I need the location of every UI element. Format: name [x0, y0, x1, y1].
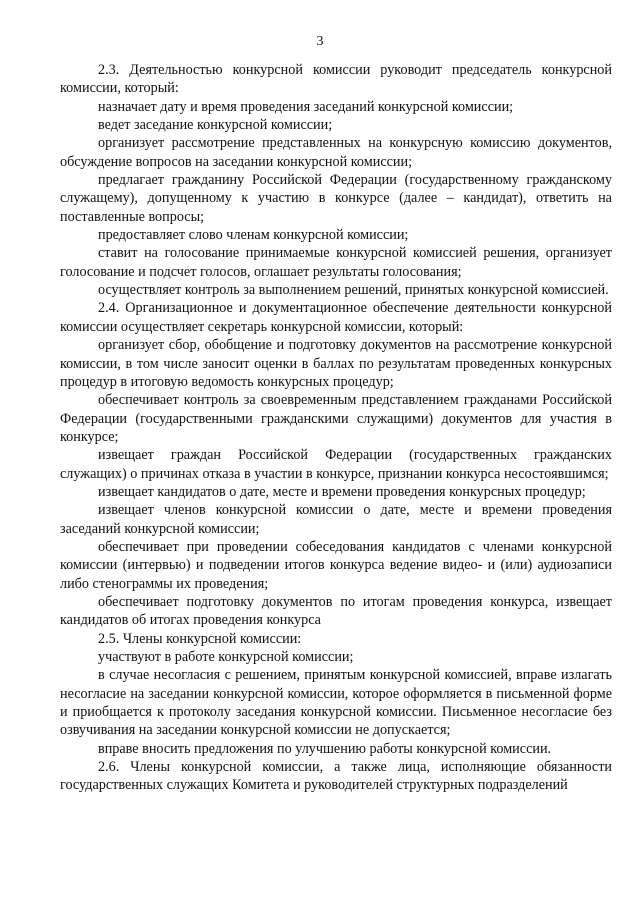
paragraph: ведет заседание конкурсной комиссии;: [98, 117, 333, 134]
paragraph: назначает дату и время проведения заседаний конкурсной комиссии;: [98, 98, 514, 115]
paragraph-2-4: 2.4. Организационное и документационное обеспечение деятельности конкурсной комиссии осуществляет секретарь конкурсной комиссии, который:: [60, 300, 612, 335]
paragraph: обеспечивает подготовку документов по итогам проведения конкурса, извещает кандидатов об итогах проведения конкурса: [60, 593, 612, 629]
paragraph: извещает членов конкурсной комиссии о дате, месте и времени проведения заседаний конкурсной комиссии;: [60, 502, 612, 537]
document-body: [60, 61, 612, 795]
paragraph: предоставляет слово членам конкурсной комиссии;: [98, 227, 409, 244]
paragraph-2-5: 2.5. Члены конкурсной комиссии:: [98, 630, 302, 647]
paragraph: обеспечивает при проведении собеседования кандидатов с членами конкурсной комиссии (интервью) и подведении итогов конкурса ведение видео- и (или) аудиозаписи либо стенограммы их проведения;: [60, 538, 612, 592]
paragraph: осуществляет контроль за выполнением решений, принятых конкурсной комиссией.: [98, 282, 609, 299]
paragraph: извещает кандидатов о дате, месте и времени проведения конкурсных процедур;: [98, 483, 586, 500]
paragraph: организует рассмотрение представленных на конкурсную комиссию документов, обсуждение вопросов на заседании конкурсной комиссии;: [60, 135, 612, 170]
paragraph: извещает граждан Российской Федерации (государственных гражданских служащих) о причинах отказа в участии в конкурсе, признании конкурса несостоявшимся;: [60, 447, 612, 482]
paragraph: вправе вносить предложения по улучшению работы конкурсной комиссии.: [98, 740, 552, 757]
page-number: 3: [316, 34, 324, 49]
paragraph: в случае несогласия с решением, принятым конкурсной комиссией, вправе излагать несогласие на заседании конкурсной комиссии, которое оформляется в письменной форме и приобщается к протоколу заседания конкурсной комиссии. Письменное несогласие без озвучивания на заседании конкурсной комиссии не допускается;: [60, 667, 612, 739]
paragraph: предлагает гражданину Российской Федерации (государственному гражданскому служащему), допущенному к участию в конкурсе (далее – кандидат), ответить на поставленные вопросы;: [60, 172, 612, 225]
paragraph: ставит на голосование принимаемые конкурсной комиссией решения, организует голосование и подсчет голосов, оглашает результаты голосования;: [60, 245, 612, 280]
paragraph-2-3: 2.3. Деятельностью конкурсной комиссии руководит председатель конкурсной комиссии, который:: [60, 62, 612, 97]
paragraph: организует сбор, обобщение и подготовку документов на рассмотрение конкурсной комиссии, в том числе заносит оценки в баллах по результатам проведенных конкурсных процедур в итоговую ведомость конкурсных процедур;: [60, 337, 612, 390]
paragraph: участвуют в работе конкурсной комиссии;: [98, 649, 354, 665]
paragraph-2-6: 2.6. Члены конкурсной комиссии, а также лица, исполняющие обязанности государственных служащих Комитета и руководителей структурных подразделений: [60, 759, 612, 794]
paragraph: обеспечивает контроль за своевременным представлением гражданами Российской Федерации (государственными гражданскими служащими) документов для участия в конкурсе;: [60, 392, 612, 445]
